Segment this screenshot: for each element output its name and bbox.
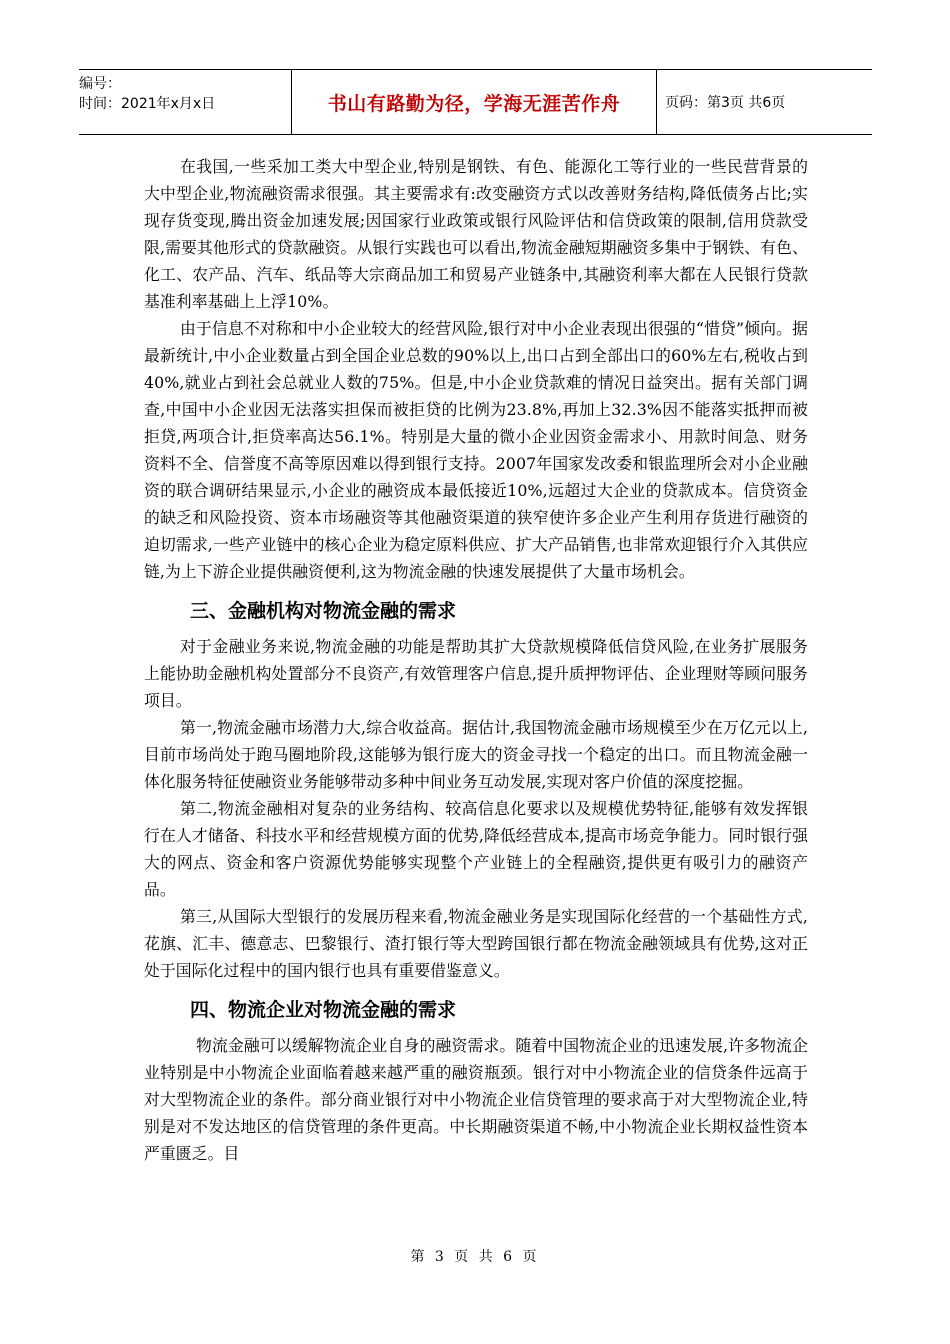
paragraph-7: 物流金融可以缓解物流企业自身的融资需求。随着中国物流企业的迅速发展,许多物流企业特别是中小物流企业面临着越来越严重的融资瓶颈。银行对中小物流企业的信贷条件远高于对大型物流企业的条件。部分商业银行对中小物流企业信贷管理的要求高于对大型物流企业,特别是对不发达地区的信贷管理的条件更高。中长期融资渠道不畅,中小物流企业长期权益性资本严重匮乏。目 (144, 1036, 808, 1163)
header-motto: 书山有路勤为径，学海无涯苦作舟 (327, 92, 621, 115)
document-number-label: 编号： (79, 76, 121, 92)
page-header (79, 69, 872, 135)
header-meta (79, 70, 289, 134)
paragraph-5: 第二,物流金融相对复杂的业务结构、较高信息化要求以及规模优势特征,能够有效发挥银行在人才储备、科技水平和经营规模方面的优势,降低经营成本,提高市场竞争能力。同时银行强大的网点、资金和客户资源优势能够实现整个产业链上的全程融资,提供更有吸引力的融资产品。 (144, 799, 808, 899)
paragraph-4: 第一,物流金融市场潜力大,综合收益高。据估计,我国物流金融市场规模至少在万亿元以上,目前市场尚处于跑马圈地阶段,这能够为银行庞大的资金寻找一个稳定的出口。而且物流金融一体化服务特征使融资业务能够带动多种中间业务互动发展,实现对客户价值的深度挖掘。 (144, 718, 808, 791)
page-footer: 第 3 页 共 6 页 (410, 1249, 540, 1265)
section-heading-3: 三、金融机构对物流金融的需求 (190, 600, 457, 622)
section-heading-4: 四、物流企业对物流金融的需求 (190, 999, 457, 1021)
header-page-info: 页码：第3页 共6页 (665, 95, 786, 111)
document-body (144, 153, 808, 1167)
header-motto-cell (291, 70, 657, 134)
paragraph-2: 由于信息不对称和中小企业较大的经营风险,银行对中小企业表现出很强的“惜贷”倾向。据最新统计,中小企业数量占到全国企业总数的90%以上,出口占到全部出口的60%左右,税收占到40%,就业占到社会总就业人数的75%。但是,中小企业贷款难的情况日益突出。据有关部门调查,中国中小企业因无法落实担保而被拒贷的比例为23.8%,再加上32.3%因不能落实抵押而被拒贷,两项合计,拒贷率高达56.1%。特别是大量的微小企业因资金需求小、用款时间急、财务资料不全、信誉度不高等原因难以得到银行支持。2007年国家发改委和银监理所会对小企业融资的联合调研结果显示,小企业的融资成本最低接近10%,远超过大企业的贷款成本。信贷资金的缺乏和风险投资、资本市场融资等其他融资渠道的狭窄使许多企业产生利用存货进行融资的迫切需求,一些产业链中的核心企业为稳定原料供应、扩大产品销售,也非常欢迎银行介入其供应链,为上下游企业提供融资便利,这为物流金融的快速发展提供了大量市场机会。 (144, 319, 808, 581)
paragraph-3: 对于金融业务来说,物流金融的功能是帮助其扩大贷款规模降低信贷风险,在业务扩展服务上能协助金融机构处置部分不良资产,有效管理客户信息,提升质押物评估、企业理财等顾问服务项目。 (144, 637, 808, 710)
paragraph-6: 第三,从国际大型银行的发展历程来看,物流金融业务是实现国际化经营的一个基础性方式,花旗、汇丰、德意志、巴黎银行、渣打银行等大型跨国银行都在物流金融领域具有优势,这对正处于国际化过程中的国内银行也具有重要借鉴意义。 (144, 907, 808, 980)
paragraph-1: 在我国,一些采加工类大中型企业,特别是钢铁、有色、能源化工等行业的一些民营背景的大中型企业,物流融资需求很强。其主要需求有:改变融资方式以改善财务结构,降低债务占比;实现存货变现,腾出资金加速发展;因国家行业政策或银行风险评估和信贷政策的限制,信用贷款受限,需要其他形式的贷款融资。从银行实践也可以看出,物流金融短期融资多集中于钢铁、有色、化工、农产品、汽车、纸品等大宗商品加工和贸易产业链条中,其融资利率大都在人民银行贷款基准利率基础上上浮10%。 (144, 157, 808, 311)
document-date: 时间：2021年x月x日 (79, 96, 216, 112)
